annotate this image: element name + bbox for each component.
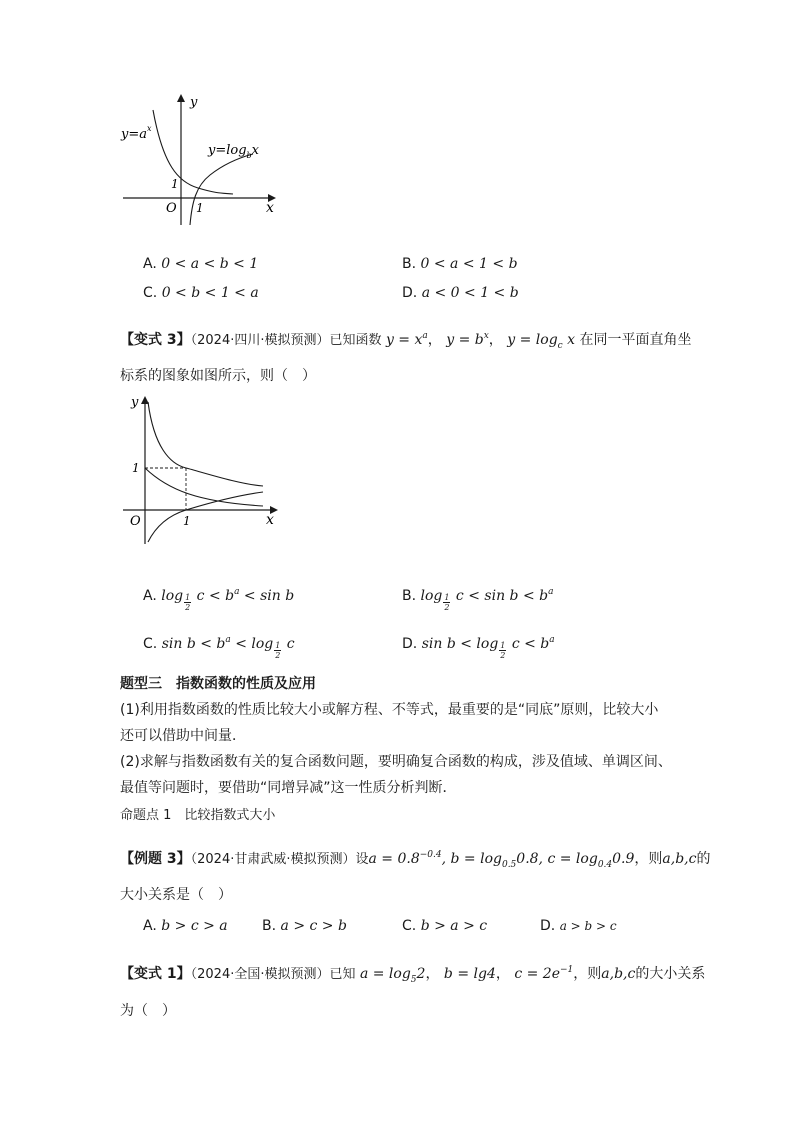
- separator: ，: [495, 966, 510, 982]
- curve-power: [148, 402, 263, 486]
- option-text: 0 < a < b < 1: [161, 256, 259, 272]
- option-text: a < 0 < 1 < b: [421, 285, 519, 301]
- origin-label: O: [166, 201, 177, 216]
- paragraph-2-line1: (2)求解与指数函数有关的复合函数问题，要明确复合函数的构成，涉及值域、单调区间、: [120, 754, 672, 770]
- option-text: 0 < b < 1 < a: [161, 285, 259, 301]
- option-text: log $\frac{1}{2}$ $c < \sin b < b^a$: [420, 587, 554, 612]
- vars: a,b,c: [662, 851, 697, 867]
- figure-three-functions-graph: [118, 392, 283, 547]
- option-letter: D.: [402, 285, 418, 301]
- log-curve-label: $y=\log_bx$: [208, 143, 260, 160]
- curve-logarithmic: [148, 492, 263, 542]
- de-text: 的: [696, 851, 711, 867]
- example3-tag: 【例题 3】: [120, 851, 191, 867]
- ex3-option-c: C. b > a > c: [402, 918, 488, 934]
- origin-label: O: [130, 514, 141, 529]
- v3-option-c: [143, 630, 295, 660]
- variant1-line1: [120, 960, 705, 990]
- variant1-tag: 【变式 1】: [120, 966, 191, 982]
- vars: a,b,c: [601, 966, 636, 982]
- x-axis-label: x: [266, 512, 274, 528]
- separator: ，: [427, 332, 442, 348]
- x-tick-one: 1: [183, 514, 191, 528]
- variant3-source: （2024·四川·模拟预测）已知函数: [190, 333, 382, 348]
- option-letter: B.: [402, 256, 417, 272]
- variant3-func3: $y = \log_c x$: [507, 332, 576, 351]
- y-axis-label: y: [131, 395, 139, 410]
- variant1-c: $c = 2e^{-1}$: [514, 965, 574, 982]
- option-letter: C.: [143, 285, 158, 301]
- option-text: log $\frac{1}{2}$ $c < b^a < \sin b$: [161, 587, 295, 612]
- option-d: [402, 283, 519, 303]
- variant1-tail: 的大小关系: [635, 966, 706, 982]
- option-a: [143, 254, 258, 274]
- then-text: ，则: [573, 966, 602, 982]
- variant1-source: （2024·全国·模拟预测）已知: [190, 967, 356, 982]
- option-b: [402, 254, 518, 274]
- x-axis-label: x: [266, 200, 274, 216]
- v3-option-b: [402, 582, 553, 612]
- exp-curve-label: $y=a^x$: [121, 124, 152, 142]
- x-tick-one: 1: [196, 201, 204, 215]
- curve-exponential: [145, 468, 263, 506]
- y-tick-one: 1: [132, 461, 140, 475]
- option-letter: C.: [143, 636, 158, 652]
- y-axis-label: y: [190, 95, 198, 110]
- example3-line1: [120, 845, 710, 875]
- ex3-option-b: B. a > c > b: [262, 918, 347, 934]
- variant3-tail: 在同一平面直角坐: [579, 332, 692, 348]
- option-text: $\sin b < b^a < \log$ $\frac{1}{2}$ c: [161, 635, 295, 660]
- figure-exp-log-graph: [118, 90, 288, 230]
- variant3-line1: [120, 326, 692, 356]
- ex3-option-a: A. b > c > a: [143, 918, 228, 934]
- option-c: [143, 283, 259, 303]
- example3-line2: 大小关系是（ ）: [120, 887, 232, 903]
- variant1-line2: 为（ ）: [120, 1003, 176, 1019]
- point-heading: 命题点 1 比较指数式大小: [120, 808, 276, 823]
- variant1-b: b = lg4: [443, 966, 496, 982]
- then-text: ，则: [634, 851, 663, 867]
- y-tick-one: 1: [171, 177, 179, 191]
- variant1-a: $a = \log_52$: [359, 966, 426, 985]
- variant3-func2: $y = b^x$: [446, 331, 489, 348]
- example3-expression: $a = 0.8^{-0.4}$, $b = \log_{0.5}0.8$, $c = \log_{0.4}0.9$: [368, 850, 635, 870]
- option-letter: A.: [143, 256, 157, 272]
- option-letter: A.: [143, 588, 157, 604]
- ex3-option-d: D. a > b > c: [540, 918, 617, 934]
- separator: ，: [425, 966, 440, 982]
- variant3-line2: 标系的图象如图所示，则（ ）: [120, 368, 316, 384]
- y-axis-arrow: [177, 94, 185, 102]
- paragraph-1-line2: 还可以借助中间量．: [120, 728, 246, 744]
- variant3-func1: $y = x^a$: [385, 331, 428, 348]
- paragraph-2-line2: 最值等问题时，要借助“同增异减”这一性质分析判断．: [120, 780, 457, 796]
- option-text: 0 < a < 1 < b: [420, 256, 518, 272]
- example3-source: （2024·甘肃武威·模拟预测）设: [190, 852, 369, 867]
- option-letter: D.: [402, 636, 418, 652]
- section-title: 题型三 指数函数的性质及应用: [120, 676, 316, 692]
- variant3-tag: 【变式 3】: [120, 332, 191, 348]
- v3-option-a: [143, 582, 294, 612]
- option-text: sin b < log $\frac{1}{2}$ $c < b^a$: [421, 635, 555, 660]
- v3-option-d: [402, 630, 555, 660]
- paragraph-1-line1: (1)利用指数函数的性质比较大小或解方程、不等式，最重要的是“同底”原则，比较大小: [120, 702, 659, 718]
- separator: ，: [488, 332, 503, 348]
- option-letter: B.: [402, 588, 417, 604]
